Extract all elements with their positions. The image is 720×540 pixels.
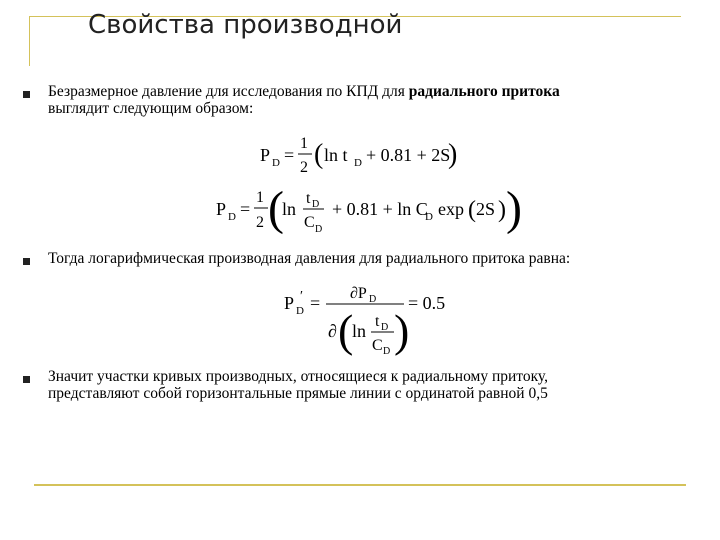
f2-lparen: ( — [268, 182, 284, 235]
bullet-marker — [23, 376, 30, 383]
bullet-3-line-1-text: Значит участки кривых производных, относящиеся к радиальному притоку, — [48, 368, 548, 385]
f2-tnum-D: D — [312, 199, 320, 210]
f3-num: ∂P — [350, 285, 367, 302]
f2-exp-lparen: ( — [468, 197, 476, 223]
f3-P: P — [284, 293, 295, 313]
bullet-text-1 — [48, 83, 688, 117]
f1-den: 2 — [300, 159, 308, 176]
f2-ln: ln — [282, 199, 297, 219]
f3-ln: ln — [352, 321, 367, 341]
formula-pd — [256, 130, 466, 180]
bullet-marker — [23, 91, 30, 98]
f3-D: D — [296, 305, 304, 317]
f2-eq: = — [240, 199, 251, 219]
f2-cd: D — [425, 211, 433, 223]
bullet-1-bold-text: радиального притока — [408, 83, 560, 100]
f2-exp-rparen: ) — [498, 197, 506, 223]
f2-den: 2 — [256, 214, 264, 231]
f2-exp: exp — [438, 199, 464, 219]
f3-lparen: ( — [338, 305, 354, 356]
f1-num: 1 — [300, 135, 308, 152]
f2-rparen: ) — [506, 182, 522, 235]
frame-bottom-rule — [34, 484, 686, 486]
bullet-1-line-2-text: выглядит следующим образом: — [48, 100, 254, 117]
f3-tnum-D: D — [381, 322, 389, 333]
f2-cden: C — [304, 214, 315, 231]
f1-D: D — [272, 157, 280, 169]
f1-ln: ln t — [324, 145, 348, 165]
formula-log-derivative — [282, 282, 462, 362]
f2-rest: + 0.81 + ln C — [332, 199, 428, 219]
f1-P: P — [260, 145, 271, 165]
f3-rparen: ) — [394, 305, 410, 356]
f2-twoS: 2S — [476, 199, 496, 219]
f2-cden-D: D — [315, 224, 323, 235]
f1-rparen: ) — [448, 139, 458, 170]
page-title: Свойства производной — [88, 10, 403, 40]
f3-cden: C — [372, 337, 383, 354]
bullet-text-3 — [48, 368, 688, 402]
f1-eq: = — [284, 145, 295, 165]
bullet-text-2: Тогда логарифмическая производная давления для радиального притока равна: — [48, 250, 571, 267]
f3-tnum: t — [375, 313, 380, 330]
f3-eq: = — [310, 293, 321, 313]
f2-tnum: t — [306, 190, 311, 207]
f2-num: 1 — [256, 189, 264, 206]
f3-val: = 0.5 — [408, 293, 446, 313]
f1-lparen: ( — [314, 139, 324, 170]
f2-D: D — [228, 211, 236, 223]
f1-rest: + 0.81 + 2S — [366, 145, 451, 165]
f3-prime: ′ — [300, 289, 304, 304]
f3-del: ∂ — [328, 321, 337, 341]
frame-left-rule — [29, 16, 30, 66]
f3-cden-D: D — [383, 346, 391, 357]
f2-P: P — [216, 199, 227, 219]
bullet-marker — [23, 258, 30, 265]
f3-num-D: D — [369, 294, 377, 305]
bullet-1-line-1-text: Безразмерное давление для исследования по КПД для — [48, 83, 409, 100]
bullet-3-line-2-text: представляют собой горизонтальные прямые линии с ординатой равной 0,5 — [48, 385, 548, 402]
formula-pd-with-cd — [212, 182, 522, 236]
f1-tD: D — [354, 157, 362, 169]
